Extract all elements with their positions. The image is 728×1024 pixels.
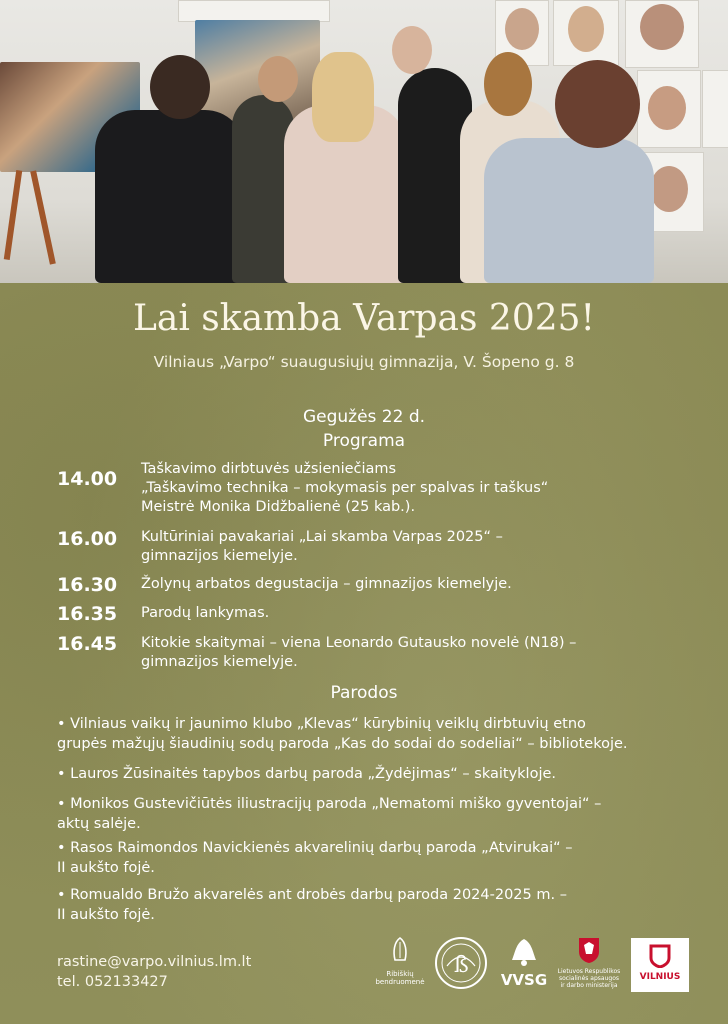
program-time: 16.35 <box>57 603 118 625</box>
poster-title: Lai skamba Varpas 2025! <box>132 298 596 339</box>
program-line: Parodų lankymas. <box>141 605 270 621</box>
program-heading: Programa <box>322 431 406 451</box>
program-description <box>141 528 701 566</box>
program-time: 16.30 <box>57 574 118 596</box>
program-time: 16.45 <box>57 633 118 655</box>
bell-icon <box>507 936 541 968</box>
exhibition-line: II aukšto fojė. <box>57 907 155 923</box>
portrait-frame <box>702 70 728 148</box>
exhibition-item <box>57 838 697 878</box>
ribiskiu-line-2: bendruomenė <box>375 978 425 986</box>
person-head <box>312 52 374 142</box>
program-time: 16.00 <box>57 528 118 550</box>
vilnius-text: VILNIUS <box>639 972 681 982</box>
ministry-line-3: ir darbo ministerija <box>560 982 618 989</box>
exhibition-line: • Romualdo Bružo akvarelės ant drobės darbų paroda 2024-2025 m. – <box>57 887 567 903</box>
coat-of-arms-icon <box>577 936 601 964</box>
event-photo <box>0 0 728 283</box>
school-seal-logo <box>432 934 490 996</box>
contact-phone[interactable]: tel. 052133427 <box>57 974 168 990</box>
exhibition-line: • Rasos Raimondos Navickienės akvarelinių darbų paroda „Atvirukai“ – <box>57 840 573 856</box>
program-line: Žolynų arbatos degustacija – gimnazijos kiemelyje. <box>141 576 512 592</box>
exhibition-item <box>57 714 697 754</box>
person-head <box>150 55 210 119</box>
person-head <box>484 52 532 116</box>
ministry-logo <box>556 936 622 989</box>
program-description <box>141 460 701 517</box>
exhibition-line: • Lauros Žūsinaitės tapybos darbų paroda „Žydėjimas“ – skaitykloje. <box>57 766 557 782</box>
ministry-line-1: Lietuvos Respublikos <box>557 968 621 975</box>
program-line: Kultūriniai pavakariai „Lai skamba Varpas 2025“ – <box>141 529 503 545</box>
ministry-line-2: socialinės apsaugos <box>559 975 619 982</box>
portrait <box>568 6 604 52</box>
person-head <box>392 26 432 74</box>
exhibition-item <box>57 764 697 784</box>
person-head <box>258 56 298 102</box>
program-line: Meistrė Monika Didžbalienė (25 kab.). <box>141 499 416 515</box>
vilnius-logo <box>631 938 689 992</box>
portrait <box>648 86 686 130</box>
exhibition-item <box>57 885 697 925</box>
wall-panel <box>178 0 330 22</box>
vvsg-text: VVSG <box>500 971 548 989</box>
exhibition-line: aktų salėje. <box>57 816 141 832</box>
exhibition-line: • Vilniaus vaikų ir jaunimo klubo „Klevas“ kūrybinių veiklų dirbtuvių etno <box>57 716 586 732</box>
program-time: 14.00 <box>57 468 118 490</box>
venue-address: Vilniaus „Varpo“ suaugusiųjų gimnazija, V. Šopeno g. 8 <box>153 353 575 371</box>
contact-email[interactable]: rastine@varpo.vilnius.lm.lt <box>57 954 252 970</box>
easel-leg <box>4 170 22 260</box>
program-line: gimnazijos kiemelyje. <box>141 654 298 670</box>
easel-leg <box>30 170 56 264</box>
exhibition-item <box>57 794 697 834</box>
exhibition-line: grupės mažųjų šiaudinių sodų paroda „Kas do sodai do sodeliai“ – bibliotekoje. <box>57 736 628 752</box>
bell-icon <box>389 936 411 966</box>
exhibitions-heading: Parodos <box>330 683 398 703</box>
person-head <box>555 60 640 148</box>
portrait <box>640 4 684 50</box>
program-description <box>141 634 701 672</box>
contact-block <box>57 952 251 992</box>
program-line: „Taškavimo technika – mokymasis per spalvas ir taškus“ <box>141 480 549 496</box>
svg-text:ß: ß <box>454 953 469 978</box>
school-seal-icon <box>433 934 489 992</box>
ribiskiu-logo <box>372 936 428 986</box>
program-line: Kitokie skaitymai – viena Leonardo Gutausko novelė (N18) – <box>141 635 577 651</box>
program-description <box>141 604 701 623</box>
vvsg-logo <box>496 936 552 988</box>
program-description <box>141 575 701 594</box>
exhibition-line: II aukšto fojė. <box>57 860 155 876</box>
portrait <box>650 166 688 212</box>
portrait <box>505 8 539 50</box>
person <box>95 110 245 283</box>
event-date: Gegužės 22 d. <box>302 407 426 427</box>
person <box>484 138 654 283</box>
program-line: Taškavimo dirbtuvės užsieniečiams <box>141 461 397 477</box>
program-line: gimnazijos kiemelyje. <box>141 548 298 564</box>
exhibition-line: • Monikos Gustevičiūtės iliustracijų paroda „Nematomi miško gyventojai“ – <box>57 796 602 812</box>
ribiskiu-line-1: Ribiškių <box>386 970 414 978</box>
vilnius-shield-icon <box>649 944 671 968</box>
